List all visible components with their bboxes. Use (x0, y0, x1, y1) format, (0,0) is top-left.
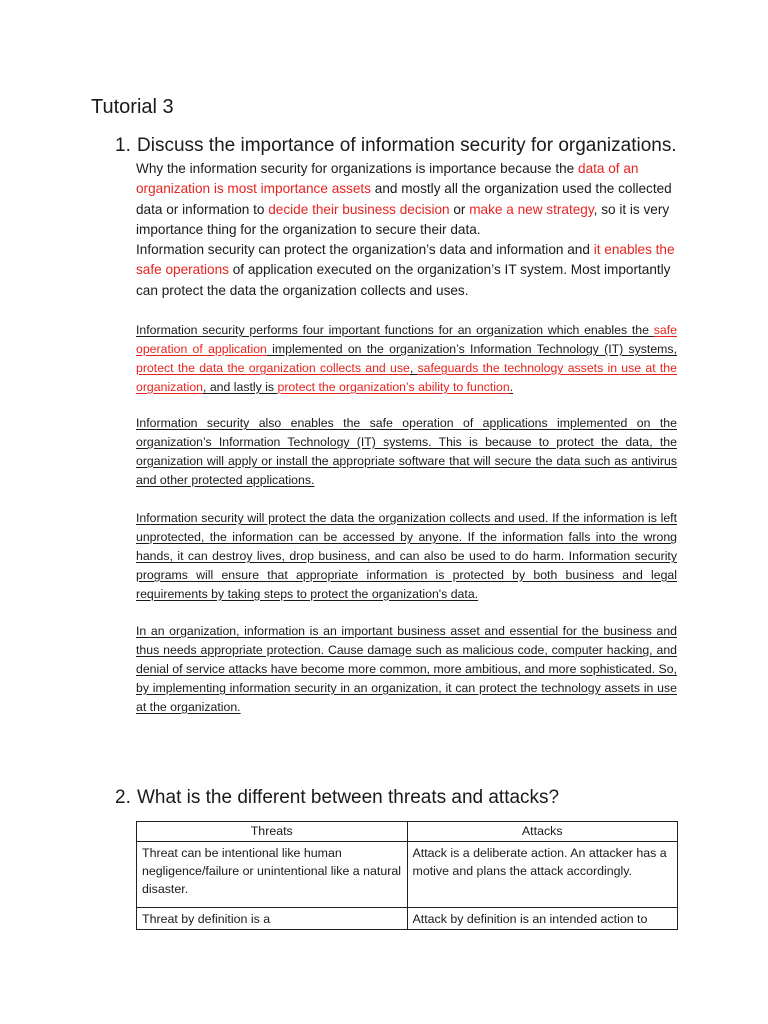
paragraph-four-functions (136, 321, 677, 397)
table-cell: Threat can be intentional like human negligence/failure or unintentional like a natural disaster. (137, 842, 408, 908)
table-cell: Threat by definition is a (137, 908, 408, 930)
paragraph-text: implemented on the organization’s Information Technology (IT) systems, (266, 341, 677, 356)
highlighted-text: data of an organization is most importance assets (136, 161, 639, 197)
paragraph-safe-operation: Information security also enables the safe operation of applications implemented on the organization’s Information Technology (IT) systems. This is because to protect the data, the organization will apply or install the appropriate software that will secure the data such as antivirus and other protected applications. (136, 416, 677, 487)
answer-text: , so it is very importance thing for the organization to secure their data. (136, 201, 670, 237)
question-1-number: 1. (115, 135, 131, 156)
question-1-text: Discuss the importance of information security for organizations. (137, 135, 677, 156)
table-cell: Attack by definition is an intended action to (407, 908, 678, 930)
paragraph-text: Information security performs four important functions for an organization which enables the (136, 323, 654, 337)
answer-text: and mostly all the organization used the collected data or information to (136, 181, 672, 217)
table-row (137, 908, 678, 930)
paragraph-technology-assets: In an organization, information is an important business asset and essential for the business and thus needs appropriate protection. Cause damage such as malicious code, computer hacking, and denial of service attacks have become more common, more ambitious, and more sophisticated. So, by implementing information security in an organization, it can protect the technology assets in use at the organization. (136, 624, 677, 714)
question-2-number: 2. (115, 787, 131, 808)
paragraph-text: , and lastly is (203, 379, 278, 394)
paragraph-text: , (409, 360, 418, 375)
highlighted-text: make a new strategy (469, 201, 594, 217)
paragraph-text: . (509, 379, 514, 394)
answer-text: of application executed on the organization’s IT system. Most importantly can protect the data the organization collects and uses. (136, 262, 671, 298)
answer-text: Why the information security for organizations is importance because the (136, 161, 579, 176)
highlighted-text: protect the data the organization collects and use (136, 360, 410, 375)
paragraph-protect-data: Information security will protect the data the organization collects and used. If the information is left unprotected, the information can be accessed by anyone. If the information falls into the wrong hands, it can destroy lives, drop business, and can also be used to do harm. Information security programs will ensure that appropriate information is protected by both business and legal requirements by taking steps to protect the organization's data. (136, 511, 677, 601)
table-row (137, 842, 678, 908)
highlighted-text: protect the organization’s ability to function (277, 379, 510, 394)
table-cell: Attack is a deliberate action. An attacker has a motive and plans the attack accordingly. (407, 842, 678, 908)
question-1 (115, 134, 677, 158)
answer-1 (136, 159, 676, 301)
answer-text: Information security can protect the organization’s data and information and (136, 242, 594, 258)
highlighted-text: safeguards the technology assets in use at the organization (136, 360, 677, 394)
answer-1-paragraph-1 (136, 159, 676, 240)
column-header-threats: Threats (137, 822, 408, 842)
highlighted-text: safe operation of application (136, 323, 677, 356)
answer-text: or (449, 201, 470, 217)
question-2 (115, 786, 559, 810)
page-title: Tutorial 3 (91, 96, 174, 118)
question-2-text: What is the different between threats and attacks? (137, 787, 560, 808)
answer-1-paragraph-2 (136, 240, 676, 301)
highlighted-text: it enables the safe operations (136, 242, 675, 278)
table-header-row (137, 822, 678, 842)
highlighted-text: decide their business decision (268, 201, 450, 217)
column-header-attacks: Attacks (407, 822, 678, 842)
threats-attacks-table (136, 821, 678, 930)
